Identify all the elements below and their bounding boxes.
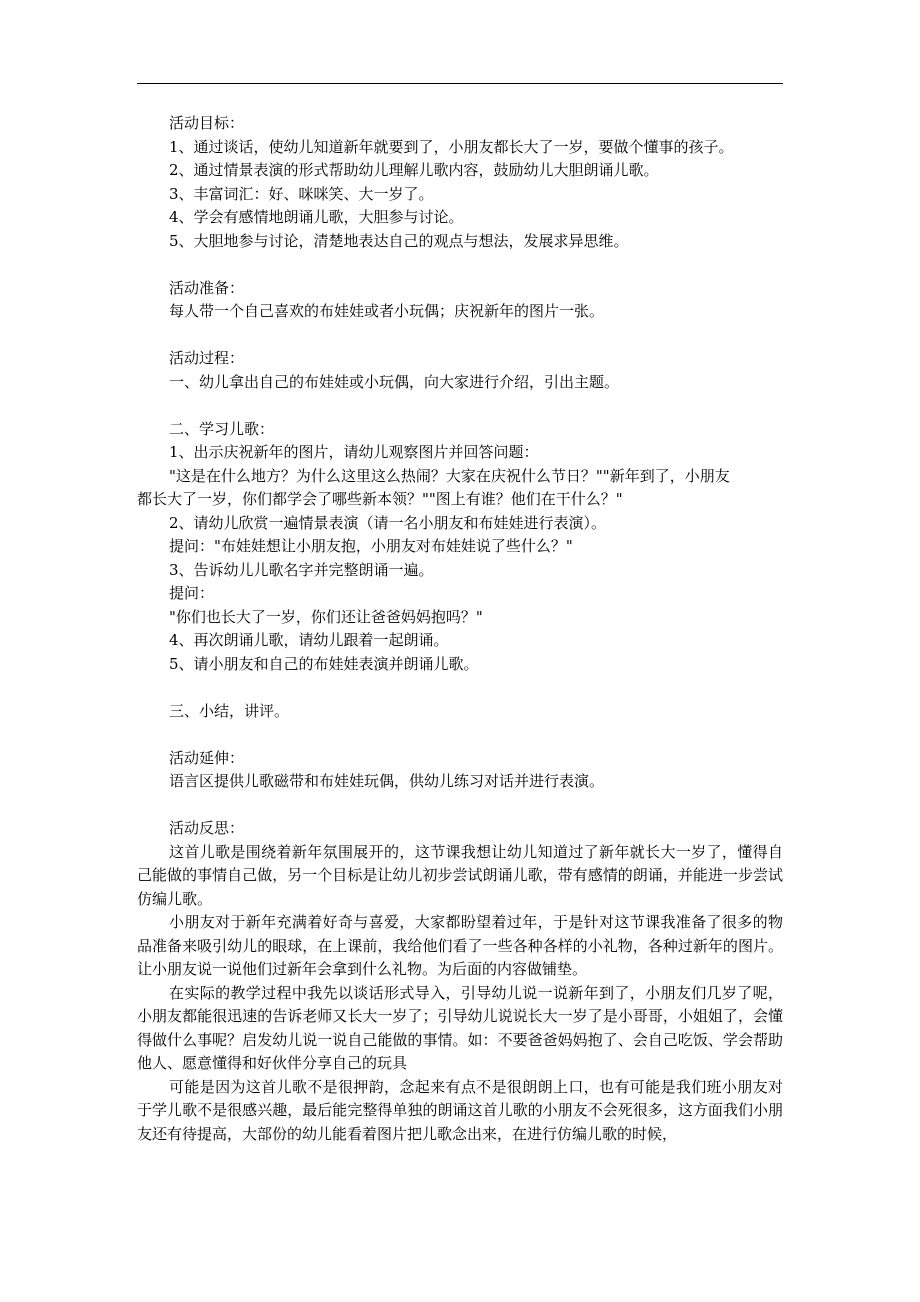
- reflection-paragraph-1: 这首儿歌是围绕着新年氛围展开的，这节课我想让幼儿知道过了新年就长大一岁了，懂得自己能做的事情自己做，另一个目标是让幼儿初步尝试朗诵儿歌，带有感情的朗诵，并能进一步尝试仿编儿歌。: [137, 842, 783, 908]
- process-step-2-heading: 二、学习儿歌：: [169, 419, 275, 438]
- step2-question-label: 提问：: [169, 584, 215, 602]
- goal-item-5: 5、大胆地参与讨论，清楚地表达自己的观点与想法，发展求异思维。: [169, 231, 629, 250]
- step2-item-2: 2、请幼儿欣赏一遍情景表演（请一名小朋友和布娃娃进行表演）。: [169, 513, 607, 532]
- goal-item-4: 4、学会有感情地朗诵儿歌，大胆参与讨论。: [169, 208, 464, 226]
- extension-heading: 活动延伸：: [169, 748, 245, 767]
- step2-question-3: "你们也长大了一岁，你们还让爸爸妈妈抱吗？": [169, 607, 483, 626]
- process-step-3: 三、小结，讲评。: [169, 701, 290, 720]
- step2-item-3: 3、告诉幼儿儿歌名字并完整朗诵一遍。: [169, 560, 434, 579]
- step2-item-1: 1、出示庆祝新年的图片，请幼儿观察图片并回答问题：: [169, 443, 539, 461]
- reflection-paragraph-3: 在实际的教学过程中我先以谈话形式导入，引导幼儿说一说新年到了，小朋友们几岁了呢，小朋友都能很迅速的告诉老师又长大一岁了；引导幼儿说说长大一岁了是小哥哥，小姐姐了，会懂得做什么事呢？启发幼儿说一说自己能做的事情。如：不要爸爸妈妈抱了、会自己吃饭、学会帮助他人、愿意懂得和好伙伴分享自己的玩具: [137, 983, 783, 1072]
- step2-question-2: 提问："布娃娃想让小朋友抱，小朋友对布娃娃说了些什么？": [169, 537, 573, 555]
- reflection-paragraph-4: 可能是因为这首儿歌不是很押韵，念起来有点不是很朗朗上口，也有可能是我们班小朋友对于学儿歌不是很感兴趣，最后能完整得单独的朗诵这首儿歌的小朋友不会死很多，这方面我们小朋友还有待提高，大部份的幼儿能看着图片把儿歌念出来，在进行仿编儿歌的时候，: [137, 1077, 783, 1143]
- reflection-paragraph-2: 小朋友对于新年充满着好奇与喜爱，大家都盼望着过年，于是针对这节课我准备了很多的物品准备来吸引幼儿的眼球，在上课前，我给他们看了一些各种各样的小礼物，各种过新年的图片。让小朋友说一说他们过新年会拿到什么礼物。为后面的内容做铺垫。: [137, 913, 783, 978]
- process-heading: 活动过程：: [169, 349, 245, 367]
- reflection-heading: 活动反思：: [169, 819, 245, 837]
- step2-item-5: 5、请小朋友和自己的布娃娃表演并朗诵儿歌。: [169, 654, 479, 673]
- goal-item-3: 3、丰富词汇：好、咪咪笑、大一岁了。: [169, 184, 434, 203]
- document-body: [137, 112, 783, 1146]
- step2-item-4: 4、再次朗诵儿歌，请幼儿跟着一起朗诵。: [169, 631, 449, 649]
- prep-heading: 活动准备：: [169, 278, 245, 297]
- goal-item-2: 2、通过情景表演的形式帮助幼儿理解儿歌内容，鼓励幼儿大胆朗诵儿歌。: [169, 161, 659, 179]
- step2-question-1a: "这是在什么地方？为什么这里这么热闹？大家在庆祝什么节日？""新年到了，小朋友: [169, 466, 730, 485]
- goals-heading: 活动目标：: [169, 114, 245, 132]
- prep-text: 每人带一个自己喜欢的布娃娃或者小玩偶；庆祝新年的图片一张。: [169, 302, 605, 320]
- process-step-1: 一、幼儿拿出自己的布娃娃或小玩偶，向大家进行介绍，引出主题。: [169, 372, 620, 391]
- goal-item-1: 1、通过谈话，使幼儿知道新年就要到了，小朋友都长大了一岁，要做个懂事的孩子。: [169, 137, 734, 156]
- header-rule: [137, 83, 783, 84]
- step2-question-1b: 都长大了一岁，你们都学会了哪些新本领？""图上有谁？他们在干什么？": [137, 490, 623, 508]
- extension-text: 语言区提供儿歌磁带和布娃娃玩偶，供幼儿练习对话并进行表演。: [169, 772, 605, 790]
